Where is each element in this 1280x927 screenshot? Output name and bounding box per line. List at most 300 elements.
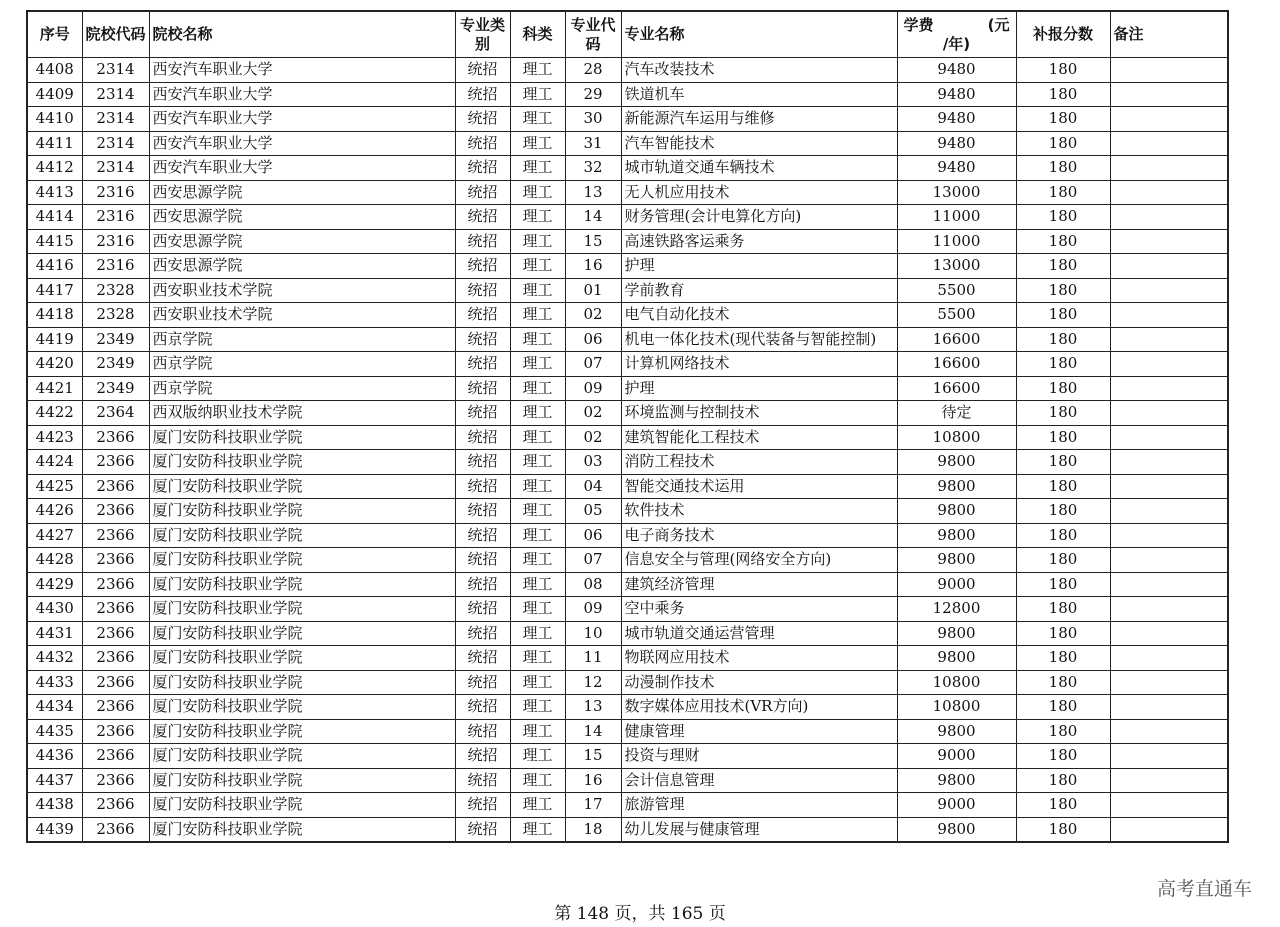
cell-major-code: 16 bbox=[565, 768, 621, 793]
cell-school-code: 2349 bbox=[82, 352, 149, 377]
cell-major-code: 09 bbox=[565, 376, 621, 401]
cell-major-code: 03 bbox=[565, 450, 621, 475]
cell-score: 180 bbox=[1016, 425, 1110, 450]
cell-major-code: 02 bbox=[565, 425, 621, 450]
cell-major-type: 统招 bbox=[455, 278, 510, 303]
cell-tuition: 9800 bbox=[897, 768, 1016, 793]
cell-tuition: 9800 bbox=[897, 499, 1016, 524]
cell-major-code: 32 bbox=[565, 156, 621, 181]
cell-major-code: 15 bbox=[565, 229, 621, 254]
cell-seq: 4418 bbox=[27, 303, 82, 328]
cell-tuition: 5500 bbox=[897, 303, 1016, 328]
table-row bbox=[27, 401, 1228, 426]
cell-major-type: 统招 bbox=[455, 670, 510, 695]
cell-major-code: 05 bbox=[565, 499, 621, 524]
cell-major-code: 28 bbox=[565, 58, 621, 83]
cell-remark bbox=[1110, 229, 1228, 254]
cell-category: 理工 bbox=[510, 278, 565, 303]
cell-school-code: 2366 bbox=[82, 695, 149, 720]
cell-score: 180 bbox=[1016, 719, 1110, 744]
cell-major-code: 17 bbox=[565, 793, 621, 818]
cell-major-name: 建筑经济管理 bbox=[621, 572, 897, 597]
cell-score: 180 bbox=[1016, 82, 1110, 107]
cell-school-code: 2366 bbox=[82, 425, 149, 450]
cell-school-name: 厦门安防科技职业学院 bbox=[149, 646, 455, 671]
cell-school-code: 2366 bbox=[82, 572, 149, 597]
header-tuition-unit-a: (元 bbox=[987, 15, 1010, 34]
cell-seq: 4439 bbox=[27, 817, 82, 842]
cell-school-code: 2314 bbox=[82, 156, 149, 181]
cell-remark bbox=[1110, 303, 1228, 328]
cell-score: 180 bbox=[1016, 376, 1110, 401]
cell-major-type: 统招 bbox=[455, 205, 510, 230]
cell-school-name: 西京学院 bbox=[149, 352, 455, 377]
cell-category: 理工 bbox=[510, 156, 565, 181]
cell-school-name: 西京学院 bbox=[149, 327, 455, 352]
cell-major-name: 城市轨道交通运营管理 bbox=[621, 621, 897, 646]
cell-major-type: 统招 bbox=[455, 254, 510, 279]
cell-school-code: 2314 bbox=[82, 58, 149, 83]
cell-seq: 4411 bbox=[27, 131, 82, 156]
cell-tuition: 13000 bbox=[897, 180, 1016, 205]
cell-seq: 4427 bbox=[27, 523, 82, 548]
cell-school-name: 厦门安防科技职业学院 bbox=[149, 744, 455, 769]
cell-tuition: 9000 bbox=[897, 744, 1016, 769]
cell-school-code: 2366 bbox=[82, 548, 149, 573]
header-score: 补报分数 bbox=[1016, 11, 1110, 58]
cell-school-code: 2316 bbox=[82, 229, 149, 254]
cell-remark bbox=[1110, 572, 1228, 597]
cell-major-type: 统招 bbox=[455, 621, 510, 646]
table-row bbox=[27, 572, 1228, 597]
cell-remark bbox=[1110, 425, 1228, 450]
cell-seq: 4410 bbox=[27, 107, 82, 132]
cell-major-type: 统招 bbox=[455, 474, 510, 499]
cell-major-name: 健康管理 bbox=[621, 719, 897, 744]
table-row bbox=[27, 523, 1228, 548]
cell-seq: 4430 bbox=[27, 597, 82, 622]
admissions-table bbox=[26, 10, 1229, 843]
cell-score: 180 bbox=[1016, 793, 1110, 818]
table-row bbox=[27, 646, 1228, 671]
cell-category: 理工 bbox=[510, 719, 565, 744]
cell-school-name: 西安思源学院 bbox=[149, 205, 455, 230]
cell-tuition: 9480 bbox=[897, 107, 1016, 132]
cell-tuition: 9800 bbox=[897, 719, 1016, 744]
cell-major-name: 建筑智能化工程技术 bbox=[621, 425, 897, 450]
table-row bbox=[27, 817, 1228, 842]
cell-seq: 4413 bbox=[27, 180, 82, 205]
cell-score: 180 bbox=[1016, 817, 1110, 842]
cell-score: 180 bbox=[1016, 670, 1110, 695]
cell-school-name: 厦门安防科技职业学院 bbox=[149, 670, 455, 695]
cell-seq: 4432 bbox=[27, 646, 82, 671]
cell-school-name: 西安思源学院 bbox=[149, 229, 455, 254]
cell-major-name: 铁道机车 bbox=[621, 82, 897, 107]
cell-major-name: 环境监测与控制技术 bbox=[621, 401, 897, 426]
cell-category: 理工 bbox=[510, 303, 565, 328]
cell-remark bbox=[1110, 327, 1228, 352]
cell-category: 理工 bbox=[510, 670, 565, 695]
cell-school-name: 西安思源学院 bbox=[149, 254, 455, 279]
cell-school-code: 2366 bbox=[82, 450, 149, 475]
table-row bbox=[27, 474, 1228, 499]
cell-school-code: 2366 bbox=[82, 719, 149, 744]
cell-school-name: 厦门安防科技职业学院 bbox=[149, 548, 455, 573]
cell-school-code: 2316 bbox=[82, 180, 149, 205]
cell-school-name: 厦门安防科技职业学院 bbox=[149, 474, 455, 499]
cell-major-type: 统招 bbox=[455, 107, 510, 132]
cell-school-name: 西安汽车职业大学 bbox=[149, 156, 455, 181]
cell-major-code: 12 bbox=[565, 670, 621, 695]
cell-major-name: 物联网应用技术 bbox=[621, 646, 897, 671]
cell-school-name: 西安思源学院 bbox=[149, 180, 455, 205]
cell-tuition: 9800 bbox=[897, 523, 1016, 548]
table-row bbox=[27, 107, 1228, 132]
cell-remark bbox=[1110, 646, 1228, 671]
cell-major-type: 统招 bbox=[455, 523, 510, 548]
cell-tuition: 9480 bbox=[897, 156, 1016, 181]
cell-school-code: 2328 bbox=[82, 278, 149, 303]
cell-seq: 4422 bbox=[27, 401, 82, 426]
cell-score: 180 bbox=[1016, 450, 1110, 475]
cell-category: 理工 bbox=[510, 523, 565, 548]
cell-school-code: 2366 bbox=[82, 499, 149, 524]
cell-tuition: 9800 bbox=[897, 646, 1016, 671]
cell-school-code: 2349 bbox=[82, 376, 149, 401]
cell-major-type: 统招 bbox=[455, 499, 510, 524]
cell-tuition: 10800 bbox=[897, 670, 1016, 695]
cell-major-type: 统招 bbox=[455, 58, 510, 83]
cell-major-code: 08 bbox=[565, 572, 621, 597]
cell-major-type: 统招 bbox=[455, 450, 510, 475]
cell-school-code: 2314 bbox=[82, 107, 149, 132]
cell-school-code: 2316 bbox=[82, 205, 149, 230]
cell-score: 180 bbox=[1016, 474, 1110, 499]
cell-major-type: 统招 bbox=[455, 303, 510, 328]
cell-score: 180 bbox=[1016, 254, 1110, 279]
cell-score: 180 bbox=[1016, 352, 1110, 377]
cell-school-name: 厦门安防科技职业学院 bbox=[149, 817, 455, 842]
table-row bbox=[27, 793, 1228, 818]
cell-tuition: 9000 bbox=[897, 793, 1016, 818]
cell-school-name: 厦门安防科技职业学院 bbox=[149, 450, 455, 475]
header-major-type: 专业类别 bbox=[455, 11, 510, 58]
table-row bbox=[27, 744, 1228, 769]
cell-category: 理工 bbox=[510, 572, 565, 597]
cell-school-code: 2366 bbox=[82, 793, 149, 818]
cell-remark bbox=[1110, 376, 1228, 401]
cell-score: 180 bbox=[1016, 58, 1110, 83]
cell-category: 理工 bbox=[510, 817, 565, 842]
cell-major-code: 16 bbox=[565, 254, 621, 279]
cell-major-name: 会计信息管理 bbox=[621, 768, 897, 793]
cell-school-name: 厦门安防科技职业学院 bbox=[149, 572, 455, 597]
cell-school-code: 2366 bbox=[82, 597, 149, 622]
page-footer: 第 148 页，共 165 页 bbox=[554, 904, 726, 924]
cell-major-name: 幼儿发展与健康管理 bbox=[621, 817, 897, 842]
cell-major-name: 数字媒体应用技术(VR方向) bbox=[621, 695, 897, 720]
cell-seq: 4437 bbox=[27, 768, 82, 793]
cell-major-name: 信息安全与管理(网络安全方向) bbox=[621, 548, 897, 573]
cell-school-code: 2366 bbox=[82, 621, 149, 646]
cell-tuition: 9800 bbox=[897, 817, 1016, 842]
cell-school-code: 2314 bbox=[82, 131, 149, 156]
header-row bbox=[27, 11, 1228, 58]
cell-major-code: 13 bbox=[565, 180, 621, 205]
cell-remark bbox=[1110, 817, 1228, 842]
cell-tuition: 9800 bbox=[897, 474, 1016, 499]
cell-major-name: 高速铁路客运乘务 bbox=[621, 229, 897, 254]
cell-school-code: 2366 bbox=[82, 768, 149, 793]
cell-remark bbox=[1110, 352, 1228, 377]
cell-major-name: 电气自动化技术 bbox=[621, 303, 897, 328]
cell-remark bbox=[1110, 597, 1228, 622]
table-row bbox=[27, 278, 1228, 303]
cell-category: 理工 bbox=[510, 646, 565, 671]
cell-major-name: 护理 bbox=[621, 254, 897, 279]
header-school-name: 院校名称 bbox=[149, 11, 455, 58]
cell-score: 180 bbox=[1016, 107, 1110, 132]
cell-seq: 4425 bbox=[27, 474, 82, 499]
cell-category: 理工 bbox=[510, 768, 565, 793]
cell-major-name: 旅游管理 bbox=[621, 793, 897, 818]
table-row bbox=[27, 719, 1228, 744]
cell-major-type: 统招 bbox=[455, 131, 510, 156]
cell-score: 180 bbox=[1016, 695, 1110, 720]
cell-major-name: 智能交通技术运用 bbox=[621, 474, 897, 499]
table-row bbox=[27, 229, 1228, 254]
header-category: 科类 bbox=[510, 11, 565, 58]
cell-remark bbox=[1110, 254, 1228, 279]
table-row bbox=[27, 303, 1228, 328]
cell-major-code: 14 bbox=[565, 205, 621, 230]
cell-remark bbox=[1110, 768, 1228, 793]
cell-category: 理工 bbox=[510, 695, 565, 720]
cell-tuition: 13000 bbox=[897, 254, 1016, 279]
cell-category: 理工 bbox=[510, 58, 565, 83]
table-row bbox=[27, 180, 1228, 205]
cell-major-type: 统招 bbox=[455, 229, 510, 254]
cell-remark bbox=[1110, 82, 1228, 107]
cell-score: 180 bbox=[1016, 597, 1110, 622]
cell-major-code: 14 bbox=[565, 719, 621, 744]
cell-major-type: 统招 bbox=[455, 352, 510, 377]
cell-score: 180 bbox=[1016, 205, 1110, 230]
cell-score: 180 bbox=[1016, 327, 1110, 352]
table-row bbox=[27, 670, 1228, 695]
cell-major-type: 统招 bbox=[455, 548, 510, 573]
cell-category: 理工 bbox=[510, 376, 565, 401]
cell-tuition: 9480 bbox=[897, 58, 1016, 83]
cell-category: 理工 bbox=[510, 131, 565, 156]
cell-major-type: 统招 bbox=[455, 744, 510, 769]
cell-major-code: 11 bbox=[565, 646, 621, 671]
table-row bbox=[27, 327, 1228, 352]
cell-school-code: 2349 bbox=[82, 327, 149, 352]
header-major-code: 专业代码 bbox=[565, 11, 621, 58]
cell-school-name: 厦门安防科技职业学院 bbox=[149, 597, 455, 622]
cell-major-type: 统招 bbox=[455, 327, 510, 352]
header-tuition-label: 学费 bbox=[903, 15, 934, 34]
cell-remark bbox=[1110, 621, 1228, 646]
cell-major-type: 统招 bbox=[455, 376, 510, 401]
cell-score: 180 bbox=[1016, 646, 1110, 671]
cell-remark bbox=[1110, 180, 1228, 205]
cell-tuition: 9800 bbox=[897, 548, 1016, 573]
cell-major-name: 无人机应用技术 bbox=[621, 180, 897, 205]
cell-school-name: 厦门安防科技职业学院 bbox=[149, 719, 455, 744]
cell-tuition: 16600 bbox=[897, 376, 1016, 401]
cell-score: 180 bbox=[1016, 180, 1110, 205]
cell-remark bbox=[1110, 278, 1228, 303]
cell-school-name: 西安汽车职业大学 bbox=[149, 107, 455, 132]
cell-remark bbox=[1110, 499, 1228, 524]
cell-school-name: 厦门安防科技职业学院 bbox=[149, 621, 455, 646]
cell-major-code: 13 bbox=[565, 695, 621, 720]
cell-school-code: 2366 bbox=[82, 474, 149, 499]
cell-major-code: 18 bbox=[565, 817, 621, 842]
cell-category: 理工 bbox=[510, 450, 565, 475]
cell-major-type: 统招 bbox=[455, 82, 510, 107]
cell-major-code: 15 bbox=[565, 744, 621, 769]
cell-tuition: 9480 bbox=[897, 131, 1016, 156]
cell-category: 理工 bbox=[510, 548, 565, 573]
cell-major-type: 统招 bbox=[455, 646, 510, 671]
cell-remark bbox=[1110, 401, 1228, 426]
cell-remark bbox=[1110, 205, 1228, 230]
cell-school-name: 西安汽车职业大学 bbox=[149, 131, 455, 156]
cell-major-name: 城市轨道交通车辆技术 bbox=[621, 156, 897, 181]
cell-category: 理工 bbox=[510, 352, 565, 377]
cell-major-name: 软件技术 bbox=[621, 499, 897, 524]
cell-school-name: 厦门安防科技职业学院 bbox=[149, 523, 455, 548]
table-row bbox=[27, 425, 1228, 450]
cell-seq: 4433 bbox=[27, 670, 82, 695]
cell-remark bbox=[1110, 156, 1228, 181]
watermark-text: 高考直通车 bbox=[1156, 878, 1252, 900]
cell-score: 180 bbox=[1016, 278, 1110, 303]
cell-major-type: 统招 bbox=[455, 401, 510, 426]
cell-school-name: 厦门安防科技职业学院 bbox=[149, 425, 455, 450]
cell-category: 理工 bbox=[510, 744, 565, 769]
cell-score: 180 bbox=[1016, 499, 1110, 524]
cell-score: 180 bbox=[1016, 303, 1110, 328]
cell-score: 180 bbox=[1016, 744, 1110, 769]
cell-school-name: 西安职业技术学院 bbox=[149, 303, 455, 328]
cell-category: 理工 bbox=[510, 793, 565, 818]
cell-seq: 4424 bbox=[27, 450, 82, 475]
cell-major-type: 统招 bbox=[455, 597, 510, 622]
cell-major-name: 消防工程技术 bbox=[621, 450, 897, 475]
cell-score: 180 bbox=[1016, 229, 1110, 254]
cell-major-type: 统招 bbox=[455, 156, 510, 181]
cell-seq: 4426 bbox=[27, 499, 82, 524]
cell-tuition: 16600 bbox=[897, 327, 1016, 352]
cell-seq: 4419 bbox=[27, 327, 82, 352]
cell-seq: 4412 bbox=[27, 156, 82, 181]
table-row bbox=[27, 205, 1228, 230]
cell-remark bbox=[1110, 523, 1228, 548]
cell-major-name: 汽车改装技术 bbox=[621, 58, 897, 83]
cell-category: 理工 bbox=[510, 82, 565, 107]
cell-remark bbox=[1110, 670, 1228, 695]
cell-major-name: 汽车智能技术 bbox=[621, 131, 897, 156]
cell-major-type: 统招 bbox=[455, 719, 510, 744]
cell-school-name: 厦门安防科技职业学院 bbox=[149, 793, 455, 818]
cell-seq: 4420 bbox=[27, 352, 82, 377]
cell-remark bbox=[1110, 548, 1228, 573]
cell-major-code: 09 bbox=[565, 597, 621, 622]
table-row bbox=[27, 82, 1228, 107]
cell-seq: 4421 bbox=[27, 376, 82, 401]
table-row bbox=[27, 695, 1228, 720]
header-remark: 备注 bbox=[1110, 11, 1228, 58]
cell-score: 180 bbox=[1016, 156, 1110, 181]
cell-major-code: 06 bbox=[565, 523, 621, 548]
cell-category: 理工 bbox=[510, 107, 565, 132]
cell-category: 理工 bbox=[510, 425, 565, 450]
table-row bbox=[27, 548, 1228, 573]
cell-school-code: 2366 bbox=[82, 646, 149, 671]
header-school-code: 院校代码 bbox=[82, 11, 149, 58]
cell-tuition: 5500 bbox=[897, 278, 1016, 303]
cell-remark bbox=[1110, 58, 1228, 83]
cell-major-type: 统招 bbox=[455, 768, 510, 793]
cell-seq: 4415 bbox=[27, 229, 82, 254]
cell-seq: 4414 bbox=[27, 205, 82, 230]
cell-remark bbox=[1110, 744, 1228, 769]
table-row bbox=[27, 254, 1228, 279]
cell-category: 理工 bbox=[510, 401, 565, 426]
cell-school-name: 厦门安防科技职业学院 bbox=[149, 768, 455, 793]
cell-tuition: 9000 bbox=[897, 572, 1016, 597]
cell-category: 理工 bbox=[510, 621, 565, 646]
cell-category: 理工 bbox=[510, 205, 565, 230]
cell-seq: 4423 bbox=[27, 425, 82, 450]
cell-score: 180 bbox=[1016, 401, 1110, 426]
cell-major-name: 护理 bbox=[621, 376, 897, 401]
cell-major-code: 06 bbox=[565, 327, 621, 352]
table-row bbox=[27, 450, 1228, 475]
cell-school-code: 2366 bbox=[82, 523, 149, 548]
cell-major-code: 30 bbox=[565, 107, 621, 132]
cell-school-name: 西安汽车职业大学 bbox=[149, 82, 455, 107]
table-row bbox=[27, 352, 1228, 377]
cell-seq: 4428 bbox=[27, 548, 82, 573]
cell-tuition: 10800 bbox=[897, 425, 1016, 450]
cell-major-code: 04 bbox=[565, 474, 621, 499]
cell-score: 180 bbox=[1016, 523, 1110, 548]
cell-major-name: 新能源汽车运用与维修 bbox=[621, 107, 897, 132]
table-row bbox=[27, 376, 1228, 401]
cell-seq: 4431 bbox=[27, 621, 82, 646]
cell-major-code: 29 bbox=[565, 82, 621, 107]
cell-score: 180 bbox=[1016, 621, 1110, 646]
cell-school-code: 2314 bbox=[82, 82, 149, 107]
cell-tuition: 9800 bbox=[897, 621, 1016, 646]
cell-major-code: 07 bbox=[565, 548, 621, 573]
cell-seq: 4435 bbox=[27, 719, 82, 744]
cell-major-code: 01 bbox=[565, 278, 621, 303]
cell-major-code: 31 bbox=[565, 131, 621, 156]
cell-category: 理工 bbox=[510, 180, 565, 205]
cell-major-code: 07 bbox=[565, 352, 621, 377]
cell-category: 理工 bbox=[510, 229, 565, 254]
cell-remark bbox=[1110, 450, 1228, 475]
cell-major-type: 统招 bbox=[455, 793, 510, 818]
cell-school-name: 西安职业技术学院 bbox=[149, 278, 455, 303]
